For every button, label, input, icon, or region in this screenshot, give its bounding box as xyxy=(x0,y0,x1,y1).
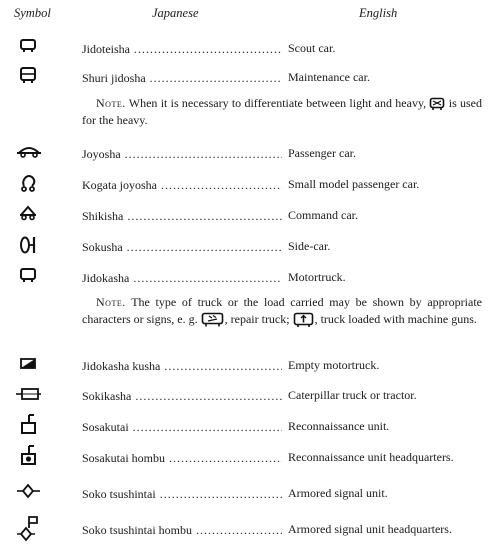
japanese-term: Soko tsushintai ..... xyxy=(82,487,282,502)
note-text: The type of truck or the load carried may be shown by appropriate characters or signs, e. g. xyxy=(82,295,482,326)
header-symbol: Symbol xyxy=(14,6,51,20)
table-row xyxy=(0,515,500,543)
note-text: , truck loaded with machine guns. xyxy=(314,312,477,326)
header-english: English xyxy=(359,6,398,20)
japanese-term: Joyosha ..... xyxy=(82,147,282,162)
table-row xyxy=(0,63,500,91)
table-row xyxy=(0,170,500,198)
empty-motortruck-icon xyxy=(16,351,60,379)
armored-signal-hq-icon xyxy=(16,515,60,543)
motortruck-icon xyxy=(16,263,60,291)
english-term: Motortruck. xyxy=(288,270,346,284)
table-row xyxy=(0,443,500,471)
japanese-term: Jidoteisha ..... xyxy=(82,42,282,57)
english-term: Reconnaissance unit headquarters. xyxy=(288,450,454,464)
table-row xyxy=(0,263,500,291)
table-row xyxy=(0,479,500,507)
japanese-term: Sokikasha ..... xyxy=(82,389,282,404)
japanese-term: Jidokasha ..... xyxy=(82,271,282,286)
note-label: Note. xyxy=(96,96,126,110)
english-term: Maintenance car. xyxy=(288,70,370,84)
english-term: Small model passenger car. xyxy=(288,177,420,191)
japanese-term: Shikisha ..... xyxy=(82,209,282,224)
table-row xyxy=(0,351,500,379)
japanese-term: Sokusha ..... xyxy=(82,240,282,255)
armored-signal-unit-icon xyxy=(16,479,60,507)
table-row xyxy=(0,34,500,62)
scout-car-icon xyxy=(16,34,60,62)
english-term: Scout car. xyxy=(288,41,336,55)
english-term: Command car. xyxy=(288,208,358,222)
reconnaissance-unit-icon xyxy=(16,412,60,440)
table-row xyxy=(0,381,500,409)
english-term: Caterpillar truck or tractor. xyxy=(288,388,417,402)
note-label: Note. xyxy=(96,295,126,309)
japanese-term: Jidokasha kusha ..... xyxy=(82,359,282,374)
table-row xyxy=(0,201,500,229)
japanese-term: Shuri jidosha ..... xyxy=(82,71,282,86)
english-term: Side-car. xyxy=(288,239,331,253)
japanese-term: Soko tsushintai hombu ..... xyxy=(82,523,282,538)
small-passenger-car-icon xyxy=(16,170,60,198)
table-row xyxy=(0,139,500,167)
note-paragraph xyxy=(82,95,482,129)
maintenance-car-icon xyxy=(16,63,60,91)
side-car-icon xyxy=(16,232,60,260)
machine-gun-truck-icon xyxy=(293,312,315,328)
japanese-term: Kogata joyosha ..... xyxy=(82,178,282,193)
note-text: When it is necessary to differentiate between light and heavy, xyxy=(128,96,427,110)
note-paragraph xyxy=(82,294,482,328)
header-japanese: Japanese xyxy=(152,6,199,20)
note-text: , repair truck; xyxy=(224,312,290,326)
english-term: Armored signal unit headquarters. xyxy=(288,522,452,536)
heavy-car-icon xyxy=(429,97,445,111)
japanese-term: Sosakutai hombu ..... xyxy=(82,451,282,466)
reconnaissance-hq-icon xyxy=(16,443,60,471)
english-term: Armored signal unit. xyxy=(288,486,388,500)
note-text: is used for the heavy. xyxy=(82,96,483,127)
caterpillar-truck-icon xyxy=(16,381,60,409)
command-car-icon xyxy=(16,201,60,229)
repair-truck-icon xyxy=(201,312,225,328)
english-term: Empty motortruck. xyxy=(288,358,380,372)
table-row xyxy=(0,232,500,260)
japanese-term: Sosakutai ..... xyxy=(82,420,282,435)
table-row xyxy=(0,412,500,440)
passenger-car-icon xyxy=(16,139,60,167)
english-term: Reconnaissance unit. xyxy=(288,419,390,433)
english-term: Passenger car. xyxy=(288,146,356,160)
